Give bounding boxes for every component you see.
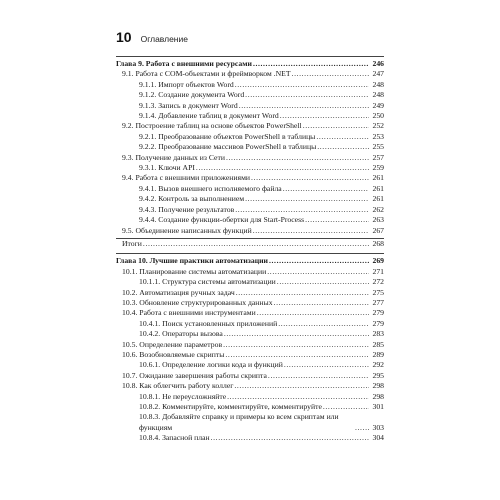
toc-subsection-entry[interactable] bbox=[116, 132, 384, 142]
entry-page: 292 bbox=[372, 360, 384, 370]
entry-label: 9.2.1. Преобразование объектов PowerShell в таблицы bbox=[139, 131, 316, 141]
chapter-section bbox=[116, 253, 384, 443]
entry-page: 277 bbox=[372, 297, 384, 307]
chapter-title: Глава 9. Работа с внешними ресурсами bbox=[116, 59, 252, 68]
leader-dots bbox=[227, 392, 369, 402]
leader-dots bbox=[225, 350, 369, 360]
leader-dots bbox=[269, 256, 369, 266]
entry-label: 9.2. Построение таблиц на основе объектов PowerShell bbox=[122, 121, 302, 131]
entry-page: 275 bbox=[372, 287, 384, 297]
leader-dots bbox=[223, 340, 369, 350]
entry-label: 10.6.1. Определение логики кода и функций bbox=[139, 360, 283, 370]
entry-label: 10.2. Автоматизация ручных задач bbox=[122, 287, 235, 297]
toc-section-entry[interactable] bbox=[116, 238, 384, 249]
entry-page: 248 bbox=[372, 79, 384, 89]
entry-page: 285 bbox=[372, 339, 384, 349]
entry-page: 261 bbox=[372, 173, 384, 183]
leader-dots bbox=[235, 80, 369, 90]
chapter-heading[interactable] bbox=[116, 57, 384, 69]
toc-section-entry[interactable] bbox=[116, 121, 384, 131]
entry-page: 261 bbox=[372, 183, 384, 193]
leader-dots bbox=[257, 308, 369, 318]
leader-dots bbox=[251, 173, 369, 183]
entry-page: 252 bbox=[372, 121, 384, 131]
leader-dots bbox=[280, 111, 369, 121]
entry-label: 10.4. Работа с внешними инструментами bbox=[122, 308, 256, 318]
entry-label: 10.8.2. Комментируйте, комментируйте, комментируйте bbox=[139, 402, 322, 411]
leader-dots bbox=[316, 132, 369, 142]
running-title: Оглавление bbox=[140, 34, 188, 44]
leader-dots bbox=[235, 205, 369, 215]
toc-section-entry[interactable] bbox=[116, 226, 384, 236]
toc-subsection-entry[interactable] bbox=[116, 277, 384, 287]
leader-dots bbox=[292, 69, 369, 79]
leader-dots bbox=[323, 402, 369, 412]
entry-label: 9.5. Объединение написанных функций bbox=[122, 225, 252, 235]
entry-label: 9.2.2. Преобразование массивов PowerShell в таблицы bbox=[139, 142, 317, 152]
entry-label: Итоги bbox=[122, 238, 142, 248]
entry-page: 301 bbox=[372, 402, 384, 411]
toc-section-entry[interactable] bbox=[116, 298, 384, 308]
entry-label: 9.4.2. Контроль за выполнением bbox=[139, 194, 245, 204]
entry-label: 9.1.4. Добавление таблиц в документ Word bbox=[139, 111, 279, 121]
leader-dots bbox=[305, 215, 369, 225]
toc-section-entry[interactable] bbox=[116, 371, 384, 381]
toc-subsection-entry[interactable] bbox=[116, 101, 384, 111]
entry-page: 298 bbox=[372, 391, 384, 401]
leader-dots bbox=[303, 121, 369, 131]
chapter-page: 246 bbox=[372, 59, 384, 68]
toc-subsection-entry[interactable] bbox=[116, 215, 384, 225]
toc-subsection-entry[interactable] bbox=[116, 205, 384, 215]
toc-section-entry[interactable] bbox=[116, 288, 384, 298]
page-number: 10 bbox=[116, 29, 132, 45]
toc-subsection-entry[interactable] bbox=[116, 90, 384, 100]
entry-label: 9.1.3. Запись в документ Word bbox=[139, 100, 238, 110]
entry-page: 303 bbox=[372, 422, 384, 432]
leader-dots bbox=[278, 319, 369, 329]
entry-label: 10.4.1. Поиск установленных приложений bbox=[139, 318, 278, 328]
entry-page: 257 bbox=[372, 152, 384, 162]
entry-page: 279 bbox=[372, 308, 384, 318]
entry-page: 248 bbox=[372, 90, 384, 100]
toc-subsection-entry[interactable] bbox=[116, 142, 384, 152]
entry-label: 10.7. Ожидание завершения работы скрипта bbox=[122, 370, 267, 380]
toc-section-entry[interactable] bbox=[116, 308, 384, 318]
entry-page: 268 bbox=[372, 238, 384, 248]
leader-dots bbox=[196, 163, 369, 173]
entry-page: 272 bbox=[372, 277, 384, 287]
leader-dots bbox=[234, 381, 369, 391]
entry-label: 10.6. Возобновляемые скрипты bbox=[122, 349, 225, 359]
toc-subsection-entry[interactable] bbox=[116, 194, 384, 204]
leader-dots bbox=[245, 90, 369, 100]
entry-label: 10.8.3. Добавляйте справку и примеры ко всем скриптам или функциям bbox=[139, 412, 339, 432]
entry-label: 9.4. Работа с внешними приложениями bbox=[122, 173, 251, 183]
leader-dots bbox=[283, 184, 369, 194]
toc-section-entry[interactable] bbox=[116, 381, 384, 391]
toc-subsection-entry[interactable] bbox=[116, 412, 384, 433]
toc-subsection-entry[interactable] bbox=[116, 392, 384, 402]
entry-page: 304 bbox=[372, 433, 384, 443]
entry-label: 9.4.3. Получение результатов bbox=[139, 204, 235, 214]
toc-section-entry[interactable] bbox=[116, 267, 384, 277]
entry-page: 295 bbox=[372, 370, 384, 380]
entry-label: 10.1.1. Структура системы автоматизации bbox=[139, 277, 276, 287]
toc-subsection-entry[interactable] bbox=[116, 184, 384, 194]
entry-label: 9.4.1. Вызов внешнего исполняемого файла bbox=[139, 183, 282, 193]
entry-page: 289 bbox=[372, 349, 384, 359]
toc-section-entry[interactable] bbox=[116, 69, 384, 79]
entry-label: 10.8. Как облегчить работу коллег bbox=[122, 381, 234, 391]
leader-dots bbox=[224, 329, 369, 339]
toc-section-entry[interactable] bbox=[116, 153, 384, 163]
entry-label: 9.1. Работа с COM-объектами и фреймворком .NET bbox=[122, 69, 291, 79]
toc-subsection-entry[interactable] bbox=[116, 319, 384, 329]
entry-label: 10.8.4. Запасной план bbox=[139, 433, 210, 443]
chapter-page: 269 bbox=[372, 256, 384, 266]
entry-label: 9.4.4. Создание функции-обертки для Start-Process bbox=[139, 215, 305, 225]
toc-subsection-entry[interactable] bbox=[116, 163, 384, 173]
leader-dots bbox=[239, 101, 369, 111]
entry-label: 9.3.1. Ключи API bbox=[139, 163, 195, 173]
chapter-title: Глава 10. Лучшие практики автоматизации bbox=[116, 256, 268, 266]
entry-page: 250 bbox=[372, 111, 384, 121]
leader-dots bbox=[355, 423, 369, 433]
entry-page: 267 bbox=[372, 225, 384, 235]
leader-dots bbox=[226, 153, 369, 163]
leader-dots bbox=[267, 267, 369, 277]
leader-dots bbox=[277, 277, 369, 287]
leader-dots bbox=[245, 194, 369, 204]
leader-dots bbox=[284, 360, 369, 370]
toc-section-entry[interactable] bbox=[116, 350, 384, 360]
toc-section-entry[interactable] bbox=[116, 340, 384, 350]
chapter-heading[interactable] bbox=[116, 254, 384, 266]
entry-page: 253 bbox=[372, 131, 384, 141]
chapter-section bbox=[116, 56, 384, 249]
entry-label: 9.1.1. Импорт объектов Word bbox=[139, 79, 234, 89]
toc-subsection-entry[interactable] bbox=[116, 402, 384, 412]
entry-page: 261 bbox=[372, 194, 384, 204]
leader-dots bbox=[274, 298, 369, 308]
entry-page: 271 bbox=[372, 266, 384, 276]
leader-dots bbox=[211, 433, 369, 443]
toc-section-entry[interactable] bbox=[116, 173, 384, 183]
toc-subsection-entry[interactable] bbox=[116, 111, 384, 121]
leader-dots bbox=[253, 226, 369, 236]
toc-subsection-entry[interactable] bbox=[116, 360, 384, 370]
entry-page: 255 bbox=[372, 142, 384, 152]
leader-dots bbox=[236, 288, 369, 298]
toc-subsection-entry[interactable] bbox=[116, 433, 384, 443]
entry-page: 262 bbox=[372, 204, 384, 214]
entry-page: 263 bbox=[372, 215, 384, 225]
entry-label: 10.5. Определение параметров bbox=[122, 339, 223, 349]
entry-label: 10.8.1. Не переусложняйте bbox=[139, 391, 227, 401]
entry-label: 10.4.2. Операторы вызова bbox=[139, 329, 223, 339]
page-header bbox=[116, 29, 188, 45]
leader-dots bbox=[143, 239, 369, 249]
entry-page: 259 bbox=[372, 163, 384, 173]
leader-dots bbox=[253, 59, 369, 69]
entry-label: 9.3. Получение данных из Сети bbox=[122, 152, 225, 162]
table-of-contents bbox=[116, 56, 384, 444]
entry-label: 10.3. Обновление структурированных данных bbox=[122, 297, 273, 307]
leader-dots bbox=[317, 142, 369, 152]
entry-page: 283 bbox=[372, 329, 384, 339]
leader-dots bbox=[268, 371, 369, 381]
entry-page: 249 bbox=[372, 100, 384, 110]
entry-page: 279 bbox=[372, 318, 384, 328]
entry-page: 298 bbox=[372, 381, 384, 391]
entry-label: 10.1. Планирование системы автоматизации bbox=[122, 266, 267, 276]
entry-label: 9.1.2. Создание документа Word bbox=[139, 90, 245, 100]
toc-subsection-entry[interactable] bbox=[116, 80, 384, 90]
entry-page: 247 bbox=[372, 69, 384, 79]
toc-subsection-entry[interactable] bbox=[116, 329, 384, 339]
